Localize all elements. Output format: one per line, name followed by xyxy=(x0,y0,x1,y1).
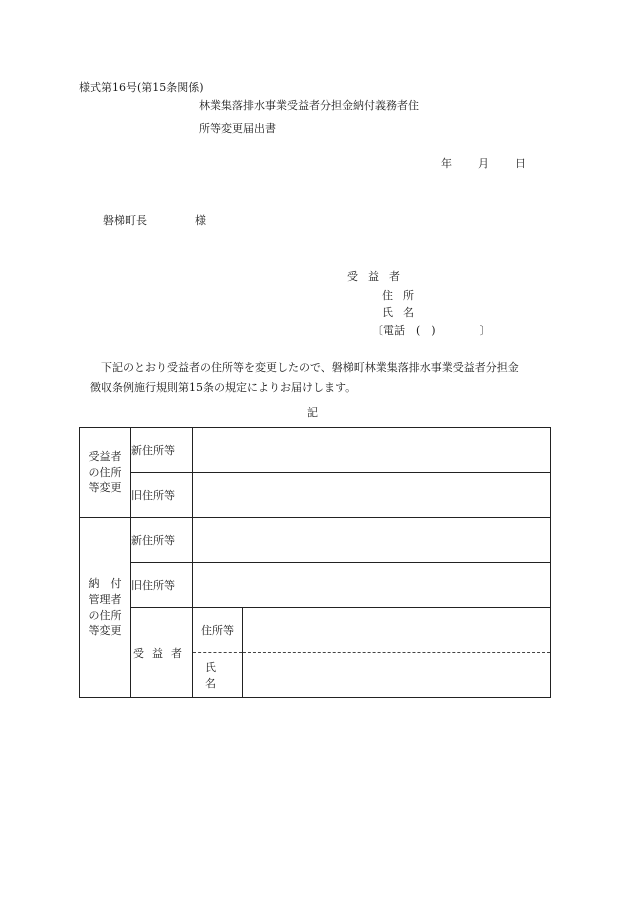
section2-heading xyxy=(80,518,131,698)
section1-heading xyxy=(80,428,131,518)
date-year: 年 xyxy=(441,157,452,170)
addressee-name: 磐梯町長 xyxy=(103,214,147,227)
beneficiary-name-field[interactable] xyxy=(243,653,551,698)
date-month: 月 xyxy=(478,157,489,170)
beneficiary-address-field[interactable] xyxy=(243,608,551,653)
date-line xyxy=(441,158,526,169)
ki-heading: 記 xyxy=(307,406,318,419)
applicant-phone: 〔電話 ( ) 〕 xyxy=(372,324,491,337)
beneficiary-name-label: 氏名 xyxy=(193,653,243,698)
section2-beneficiary-label: 受益者 xyxy=(131,608,193,698)
section2-heading-line2: 管理者 xyxy=(88,592,122,606)
addressee xyxy=(103,215,206,226)
section1-new-address-label: 新住所等 xyxy=(131,428,193,473)
section2-heading-line3: の住所 xyxy=(88,608,122,622)
section2-old-address-label: 旧住所等 xyxy=(131,563,193,608)
section1-heading-line1: 受益者 xyxy=(88,449,122,463)
body-text-line2: 徴収条例施行規則第15条の規定によりお届けします。 xyxy=(90,381,357,394)
section2-new-address-label: 新住所等 xyxy=(131,518,193,563)
section2-new-address-field[interactable] xyxy=(193,518,551,563)
section1-old-address-field[interactable] xyxy=(193,473,551,518)
applicant-address-label: 住所 xyxy=(382,289,424,302)
form-title-line1: 林業集落排水事業受益者分担金納付義務者住 xyxy=(199,99,419,112)
section1-new-address-field[interactable] xyxy=(193,428,551,473)
section1-old-address-label: 旧住所等 xyxy=(131,473,193,518)
addressee-honorific: 様 xyxy=(195,214,206,227)
form-title-line2: 所等変更届出書 xyxy=(199,122,276,135)
section1-heading-line2: の住所 xyxy=(88,465,122,479)
change-form-table xyxy=(79,427,551,698)
date-day: 日 xyxy=(515,157,526,170)
section2-old-address-field[interactable] xyxy=(193,563,551,608)
section2-heading-line4: 等変更 xyxy=(88,624,122,638)
section1-heading-line3: 等変更 xyxy=(88,481,122,495)
beneficiary-address-label: 住所等 xyxy=(193,608,243,653)
body-text-line1: 下記のとおり受益者の住所等を変更したので、磐梯町林業集落排水事業受益者分担金 xyxy=(101,361,519,374)
form-number: 様式第16号(第15条関係) xyxy=(79,81,204,94)
applicant-heading: 受益者 xyxy=(347,270,410,283)
section2-heading-line1: 納 付 xyxy=(88,576,122,590)
applicant-name-label: 氏名 xyxy=(382,306,424,319)
